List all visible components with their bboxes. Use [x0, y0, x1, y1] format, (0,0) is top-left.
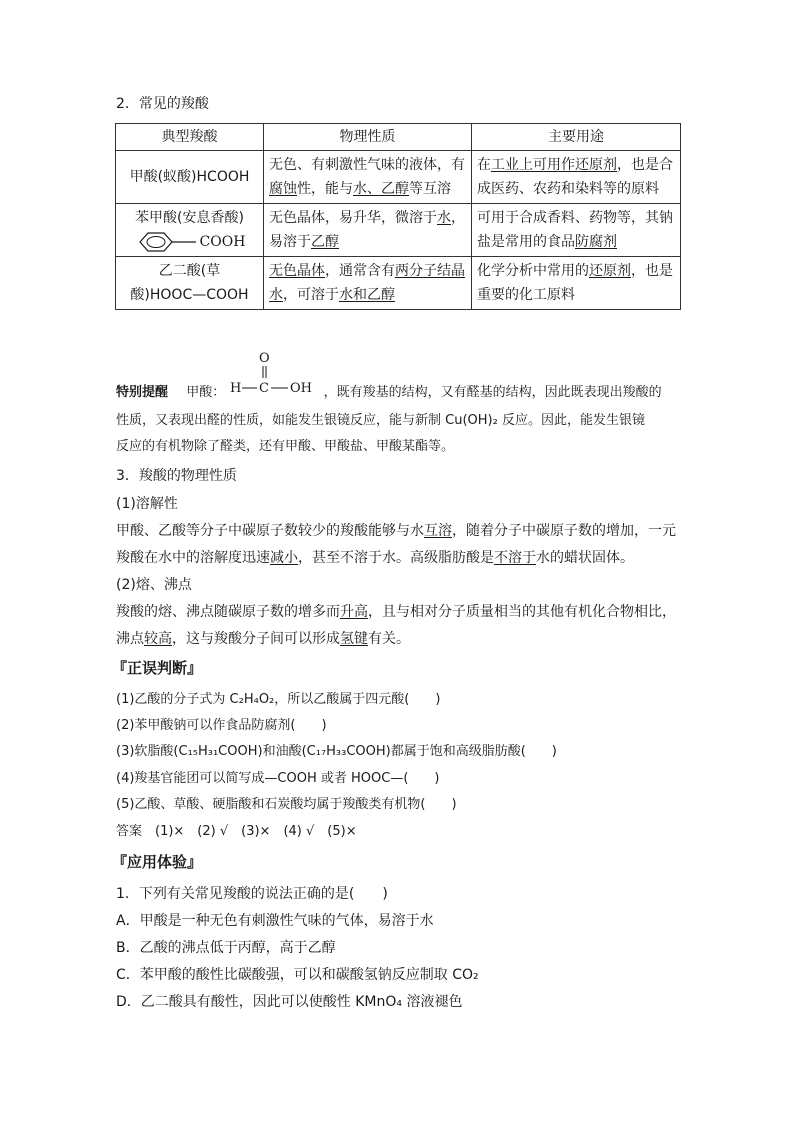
melting-line-1: 羧酸的熔、沸点随碳原子数的增多而升高，且与相对分子质量相当的其他有机化合物相比， [116, 604, 676, 620]
apply-option-a: A．甲酸是一种无色有刺激性气味的气体，易溶于水 [116, 913, 434, 929]
section3-title: 3．羧酸的物理性质 [116, 468, 237, 484]
benzene-ring-icon [134, 231, 198, 253]
section3-sub-melting: (2)熔、沸点 [116, 577, 192, 593]
judge-answer: 答案 (1)× (2) √ (3)× (4) √ (5)× [116, 824, 357, 839]
apply-option-d: D．乙二酸具有酸性，因此可以使酸性 KMnO₄ 溶液褪色 [116, 994, 463, 1010]
apply-option-b: B．乙酸的沸点低于丙醇，高于乙醇 [116, 940, 336, 956]
benzoic-cooh-group: COOH [199, 234, 246, 250]
uses-formic: 在工业上可用作还原剂，也是合 成医药、农药和染料等的原料 [472, 151, 681, 204]
judge-item: (1)乙酸的分子式为 C₂H₄O₂，所以乙酸属于四元酸( ) [116, 692, 441, 707]
properties-formic: 无色、有刺激性气味的液体，有 腐蚀性，能与水、乙醇等互溶 [264, 151, 472, 204]
judge-item: (2)苯甲酸钠可以作食品防腐剂( ) [116, 718, 327, 733]
uses-oxalic: 化学分析中常用的还原剂，也是 重要的化工原料 [472, 257, 681, 310]
table-row [116, 204, 681, 257]
carboxylic-acids-table [115, 123, 681, 310]
section2-title: 2．常见的羧酸 [116, 96, 209, 112]
tip-line-1: 特别提醒 甲酸： ，既有羧基的结构，又有醛基的结构，因此既表现出羧酸的 [116, 385, 662, 400]
header-properties: 物理性质 [264, 124, 472, 151]
acid-formic: 甲酸(蚁酸)HCOOH [116, 151, 264, 204]
section3-sub-solubility: (1)溶解性 [116, 496, 178, 512]
table-row [116, 151, 681, 204]
svg-text:H: H [230, 381, 242, 396]
acid-benzoic: 苯甲酸(安息香酸) COOH [116, 204, 264, 257]
solubility-line-2: 羧酸在水中的溶解度迅速减小，甚至不溶于水。高级脂肪酸是不溶于水的蜡状固体。 [116, 550, 634, 566]
svg-text:O: O [259, 351, 270, 366]
judge-title: 『正误判断』 [112, 659, 203, 677]
solubility-line-1: 甲酸、乙酸等分子中碳原子数较少的羧酸能够与水互溶，随着分子中碳原子数的增加，一元 [116, 523, 676, 539]
tip-label: 特别提醒 [116, 385, 169, 400]
header-acid: 典型羧酸 [116, 124, 264, 151]
melting-line-2: 沸点较高，这与羧酸分子间可以形成氢键有关。 [116, 631, 410, 647]
tip-line-2: 性质，又表现出醛的性质，如能发生银镜反应，能与新制 Cu(OH)₂ 反应。因此，能发生银镜 [116, 413, 645, 428]
judge-item: (4)羧基官能团可以简写成—COOH 或者 HOOC—( ) [116, 771, 440, 786]
apply-question: 1．下列有关常见羧酸的说法正确的是( ) [116, 886, 388, 902]
table-row [116, 257, 681, 310]
tip-line-3: 反应的有机物除了醛类，还有甲酸、甲酸盐、甲酸某酯等。 [116, 439, 455, 454]
table-header-row [116, 124, 681, 151]
properties-oxalic: 无色晶体，通常含有两分子结晶 水，可溶于水和乙醇 [264, 257, 472, 310]
header-uses: 主要用途 [472, 124, 681, 151]
uses-benzoic: 可用于合成香料、药物等，其钠 盐是常用的食品防腐剂 [472, 204, 681, 257]
judge-item: (5)乙酸、草酸、硬脂酸和石炭酸均属于羧酸类有机物( ) [116, 797, 457, 812]
properties-benzoic: 无色晶体，易升华，微溶于水， 易溶于乙醇 [264, 204, 472, 257]
svg-text:C: C [259, 381, 269, 396]
judge-item: (3)软脂酸(C₁₅H₃₁COOH)和油酸(C₁₇H₃₃COOH)都属于饱和高级脂肪酸( ) [116, 744, 557, 759]
svg-text:OH: OH [290, 381, 312, 396]
apply-option-c: C．苯甲酸的酸性比碳酸强，可以和碳酸氢钠反应制取 CO₂ [116, 967, 479, 983]
apply-title: 『应用体验』 [112, 853, 203, 871]
acid-oxalic: 乙二酸(草 酸)HOOC—COOH [116, 257, 264, 310]
